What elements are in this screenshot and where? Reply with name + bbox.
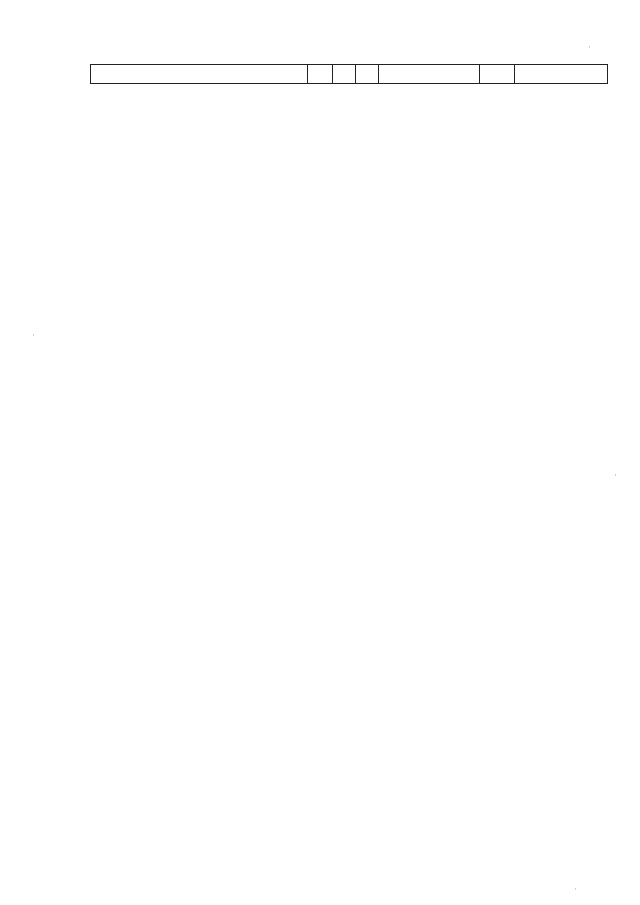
- header-col-1: [91, 65, 308, 84]
- scan-mark: ·: [588, 42, 591, 52]
- header-col-5: [379, 65, 480, 84]
- scan-mark: ·: [614, 470, 617, 480]
- header-col-6: [480, 65, 515, 84]
- header-col-3: [333, 65, 356, 84]
- table-header: [90, 64, 608, 84]
- scan-mark: ·: [32, 330, 35, 340]
- scan-mark: ·: [574, 884, 577, 894]
- header-col-7: [515, 65, 608, 84]
- header-col-4: [356, 65, 379, 84]
- header-col-2: [308, 65, 333, 84]
